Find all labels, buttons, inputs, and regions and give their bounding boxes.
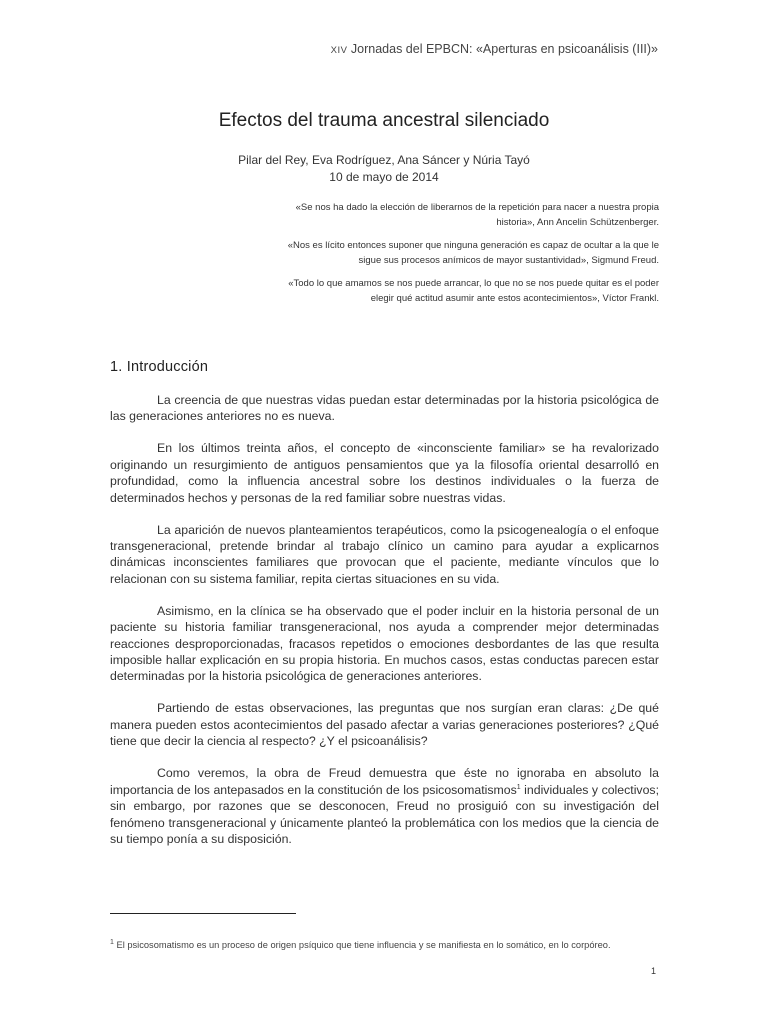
authors: Pilar del Rey, Eva Rodríguez, Ana Sáncer y Núria Tayó (238, 153, 530, 167)
document-title: Efectos del trauma ancestral silenciado (218, 110, 550, 131)
epigraph-line: sigue sus procesos anímicos de mayor sustantividad», Sigmund Freud. (358, 255, 659, 266)
byline (0, 152, 768, 186)
footnote-divider (110, 913, 296, 914)
epigraph (240, 200, 659, 230)
paragraph-text: Como veremos, la obra de Freud demuestra que éste no ignoraba en absoluto la importancia de los antepasados en la constitución de los psicosomatismos (110, 766, 659, 797)
paragraph: En los últimos treinta años, el concepto de «inconsciente familiar» se ha revalorizado originando un resurgimiento de antiguos pensamientos que ya la filosofía oriental desarrolló en profundidad, como la influencia ancestral sobre los destinos individuales o la fuerza de determinados hechos y personas de la red familiar sobre nuestras vidas. (110, 441, 659, 505)
paragraph (110, 765, 659, 847)
date: 10 de mayo de 2014 (329, 170, 439, 184)
header-text: Jornadas del EPBCN: «Aperturas en psicoanálisis (III)» (350, 42, 658, 56)
footnote-reference[interactable]: 1 (516, 783, 521, 791)
paragraph: La creencia de que nuestras vidas puedan estar determinadas por la historia psicológica de las generaciones anteriores no es nueva. (110, 393, 659, 424)
epigraph-line: elegir qué actitud asumir ante estos acontecimientos», Víctor Frankl. (370, 293, 659, 304)
running-header (0, 42, 658, 56)
epigraph-line: historia», Ann Ancelin Schützenberger. (496, 217, 659, 228)
paragraph: La aparición de nuevos planteamientos terapéuticos, como la psicogenealogía o el enfoque transgeneracional, pretende brindar al trabajo clínico un camino para ayudar a explicarnos dinámicas inconscientes familiares que provocan que el paciente, mediante vínculos que lo relacionan con su sistema familiar, repita ciertas situaciones en su vida. (110, 522, 659, 586)
paragraph: Asimismo, en la clínica se ha observado que el poder incluir en la historia personal de un paciente su historia familiar transgeneracional, nos ayuda a comprender mejor determinadas reacciones desproporcionadas, fracasos repetidos o emociones desbordantes de las que resulta imposible hallar explicación en su propia historia. En muchos casos, estas conductas parecen estar determinadas por la historia psicológica de generaciones anteriores. (110, 603, 659, 684)
section-heading: 1. Introducción (110, 359, 209, 375)
epigraph (240, 238, 659, 268)
epigraphs (240, 200, 659, 314)
footnote-mark: 1 (110, 939, 114, 946)
paragraph: Partiendo de estas observaciones, las preguntas que nos surgían eran claras: ¿De qué manera pueden estos acontecimientos del pasado afectar a varias generaciones posteriores? ¿Qué tiene que decir la ciencia al respecto? ¿Y el psicoanálisis? (110, 701, 659, 749)
footnote (110, 935, 659, 953)
header-roman-numeral: XIV (330, 45, 348, 56)
page-number: 1 (650, 966, 656, 976)
epigraph-line: «Se nos ha dado la elección de liberarnos de la repetición para nacer a nuestra propia (295, 202, 659, 213)
section-body (110, 392, 659, 863)
epigraph (240, 276, 659, 306)
paragraph-text: individuales y colectivos; sin embargo, por razones que se desconocen, Freud no prosiguió con su investigación del fenómeno transgeneracional y únicamente planteó la problemática con los medios que la ciencia de su tiempo ponía a su disposición. (110, 782, 659, 846)
epigraph-line: «Nos es lícito entonces suponer que ninguna generación es capaz de ocultar a la que le (287, 240, 659, 251)
epigraph-line: «Todo lo que amamos se nos puede arrancar, lo que no se nos puede quitar es el poder (288, 278, 659, 289)
footnote-text: El psicosomatismo es un proceso de origen psíquico que tiene influencia y se manifiesta en lo somático, en lo corpóreo. (113, 940, 611, 951)
